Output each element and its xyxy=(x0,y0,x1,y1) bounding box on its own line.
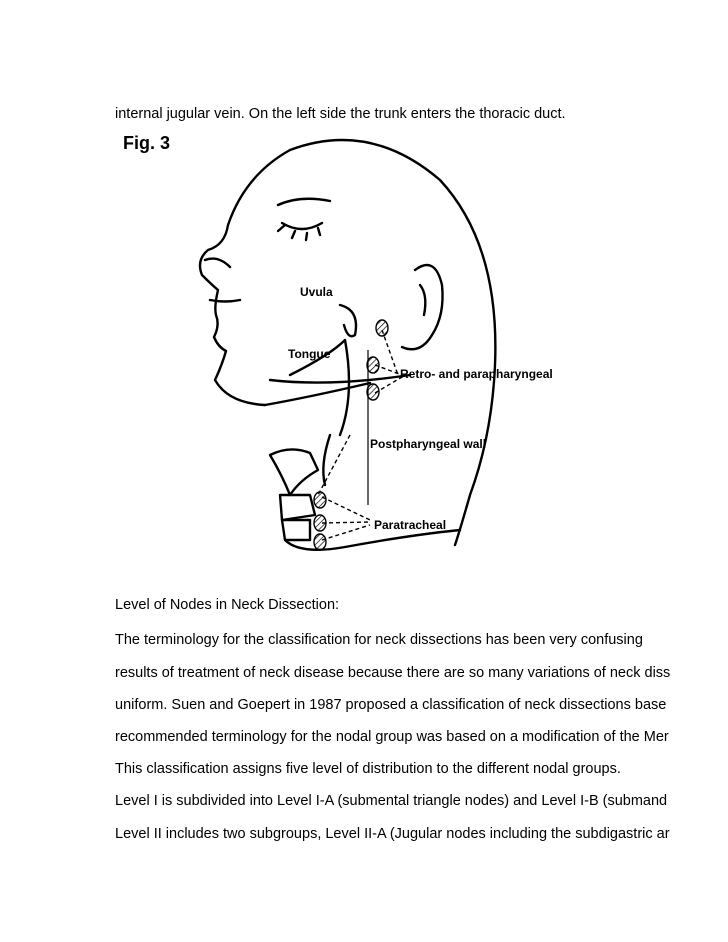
paragraph-line-1: The terminology for the classification for neck dissections has been very confusing xyxy=(115,632,643,648)
paragraph-line-2: results of treatment of neck disease because there are so many variations of neck diss xyxy=(115,665,671,681)
label-postpharyngeal-wall: Postpharyngeal wall xyxy=(370,437,487,451)
figure-title: Fig. 3 xyxy=(123,133,171,153)
paragraph-line-7: Level II includes two subgroups, Level II-A (Jugular nodes including the subdigastric ar xyxy=(115,826,670,842)
paragraph-line-5: This classification assigns five level of distribution to the different nodal groups. xyxy=(115,761,621,777)
label-retro-parapharyngeal: Retro- and parapharyngeal xyxy=(400,367,553,381)
paragraph-line-3: uniform. Suen and Goepert in 1987 proposed a classification of neck dissections base xyxy=(115,697,667,713)
head-neck-illustration xyxy=(170,135,600,565)
section-heading: Level of Nodes in Neck Dissection: xyxy=(115,597,340,613)
intro-line: internal jugular vein. On the left side the trunk enters the thoracic duct. xyxy=(115,106,566,122)
paragraph-line-4: recommended terminology for the nodal group was based on a modification of the Mer xyxy=(115,729,669,745)
label-tongue: Tongue xyxy=(288,347,331,361)
neck-lymph-node-figure xyxy=(170,135,600,570)
label-uvula: Uvula xyxy=(300,285,333,299)
label-paratracheal: Paratracheal xyxy=(374,518,447,532)
paragraph-line-6: Level I is subdivided into Level I-A (submental triangle nodes) and Level I-B (submand xyxy=(115,793,668,809)
